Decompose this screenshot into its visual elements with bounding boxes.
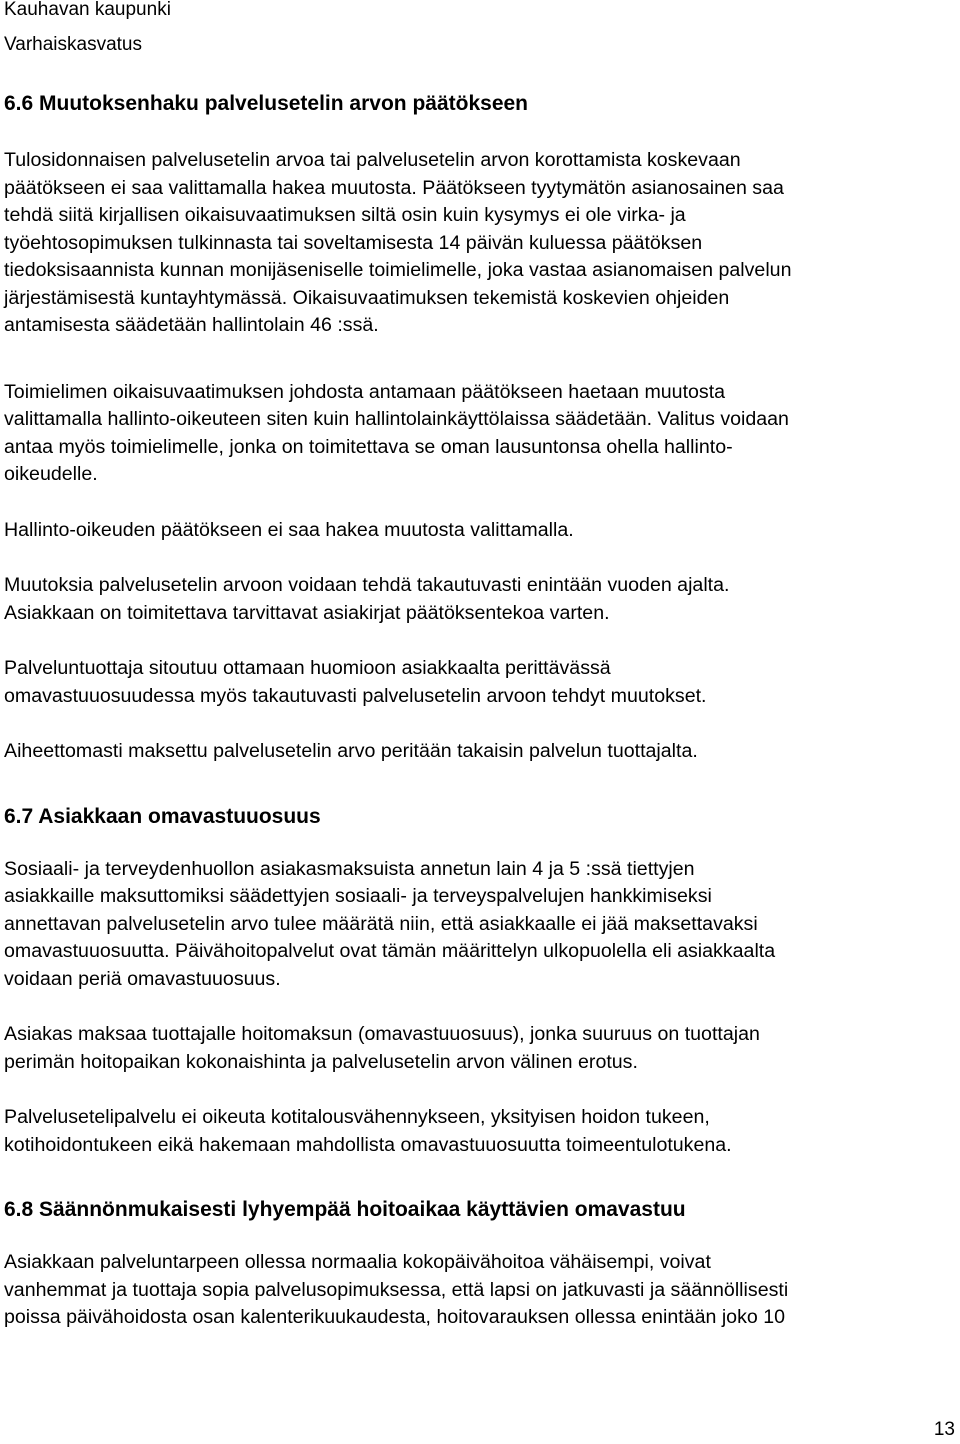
- paragraph: Hallinto-oikeuden päätökseen ei saa hakea muutosta valittamalla.: [4, 518, 574, 541]
- paragraph: Palveluntuottaja sitoutuu ottamaan huomioon asiakkaalta perittävässä omavastuuosuudessa myös takautuvasti palvelusetelin arvoon tehdyt muutokset.: [4, 657, 707, 707]
- paragraph: Toimielimen oikaisuvaatimuksen johdosta antamaan päätökseen haetaan muutosta valittamalla hallinto-oikeuteen siten kuin hallintolainkäyttölaissa säädetään. Valitus voidaan antaa myös toimielimelle, jonka on toimitettava se oman lausuntonsa ohella hallinto- oikeudelle.: [4, 380, 789, 485]
- organization-name: Kauhavan kaupunki: [4, 0, 171, 20]
- paragraph: Asiakas maksaa tuottajalle hoitomaksun (omavastuuosuus), jonka suuruus on tuottajan perimän hoitopaikan kokonaishinta ja palvelusetelin arvon välinen erotus.: [4, 1023, 760, 1073]
- department-name: Varhaiskasvatus: [4, 34, 142, 55]
- section-heading-6-6: 6.6 Muutoksenhaku palvelusetelin arvon päätökseen: [4, 92, 529, 115]
- paragraph: Tulosidonnaisen palvelusetelin arvoa tai palvelusetelin arvon korottamista koskevaan päätökseen ei saa valittamalla hakea muutosta. Päätökseen tyytymätön asianosainen saa tehdä siitä kirjallisen oikaisuvaatimuksen siltä osin kuin kysymys ei ole virka- ja työehtosopimuksen tulkinnasta tai soveltamisesta 14 päivän kuluessa päätöksen tiedoksisaannista kunnan monijäseniselle toimielimelle, joka vastaa asianomaisen palvelun järjestämisestä kuntayhtymässä. Oikaisuvaatimuksen tekemistä koskevien ohjeiden antamisesta säädetään hallintolain 46 :ssä.: [4, 149, 792, 336]
- paragraph: Asiakkaan palveluntarpeen ollessa normaalia kokopäivähoitoa vähäisempi, voivat vanhemmat ja tuottaja sopia palvelusopimuksessa, että lapsi on jatkuvasti ja säännöllisesti poissa päivähoidosta osan kalenterikuukaudesta, hoitovarauksen ollessa enintään joko 10: [4, 1251, 789, 1328]
- section-heading-6-7: 6.7 Asiakkaan omavastuuosuus: [4, 804, 321, 828]
- page-number: 13: [933, 1419, 955, 1440]
- document-page: [4, 0, 956, 1332]
- paragraph: Aiheettomasti maksettu palvelusetelin arvo peritään takaisin palvelun tuottajalta.: [4, 740, 698, 762]
- paragraph: Sosiaali- ja terveydenhuollon asiakasmaksuista annetun lain 4 ja 5 :ssä tiettyjen asiakkaille maksuttomiksi säädettyjen sosiaali- ja terveyspalvelujen hankkimiseksi annettavan palvelusetelin arvo tulee määrätä niin, että asiakkaalle ei jää maksettavaksi omavastuuosuutta. Päivähoitopalvelut ovat tämän määrittelyn ulkopuolella eli asiakkaalta voidaan periä omavastuuosuus.: [4, 857, 776, 990]
- paragraph: Muutoksia palvelusetelin arvoon voidaan tehdä takautuvasti enintään vuoden ajalta. Asiakkaan on toimitettava tarvittavat asiakirjat päätöksentekoa varten.: [4, 574, 730, 624]
- section-heading-6-8: 6.8 Säännönmukaisesti lyhyempää hoitoaikaa käyttävien omavastuu: [4, 1198, 686, 1221]
- paragraph: Palvelusetelipalvelu ei oikeuta kotitalousvähennykseen, yksityisen hoidon tukeen, kotihoidontukeen eikä hakemaan mahdollista omavastuuosuutta toimeentulotukena.: [4, 1106, 732, 1156]
